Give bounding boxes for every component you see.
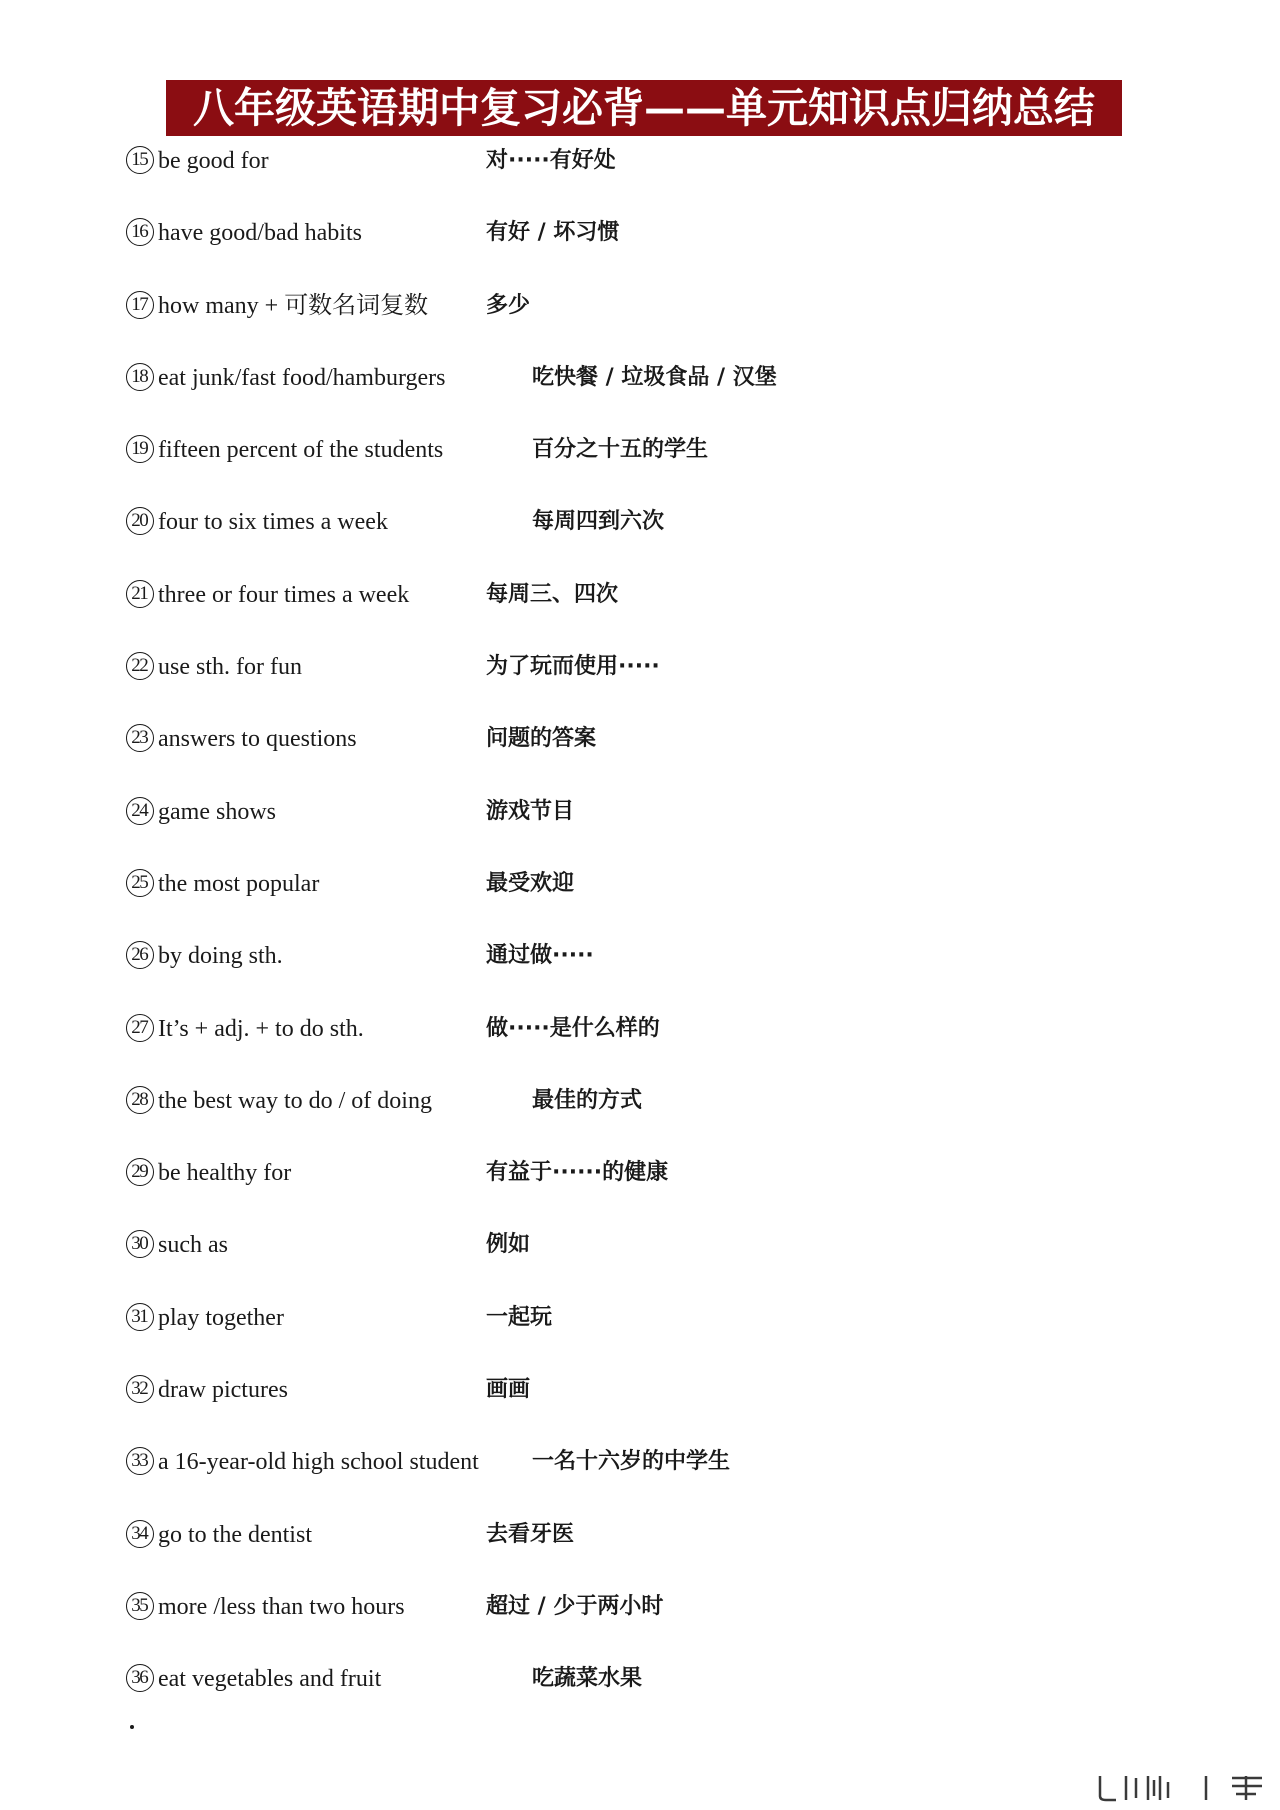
english-phrase: how many + 可数名词复数	[158, 292, 429, 319]
item-number: 36	[126, 1664, 154, 1692]
chinese-meaning: 每周三、四次	[486, 581, 619, 607]
chinese-meaning: 吃快餐 / 垃圾食品 / 汉堡	[532, 364, 777, 390]
english-phrase: the best way to do / of doing	[158, 1087, 432, 1114]
item-number: 28	[126, 1086, 154, 1114]
phrase-row	[126, 1367, 1126, 1439]
chinese-meaning: 有益于······的健康	[486, 1160, 669, 1186]
item-number: 23	[126, 724, 154, 752]
chinese-meaning: 每周四到六次	[532, 509, 665, 535]
item-number: 15	[126, 146, 154, 174]
chinese-meaning: 一名十六岁的中学生	[532, 1449, 731, 1475]
phrase-row	[126, 716, 1126, 788]
phrase-row	[126, 933, 1126, 1005]
english-phrase: a 16-year-old high school student	[158, 1449, 479, 1476]
phrase-row	[126, 1656, 1126, 1728]
watermark-icon	[1096, 1772, 1266, 1802]
phrase-row	[126, 499, 1126, 571]
item-number: 22	[126, 652, 154, 680]
item-number: 27	[126, 1014, 154, 1042]
chinese-meaning: 问题的答案	[486, 726, 597, 752]
phrase-row	[126, 644, 1126, 716]
chinese-meaning: 画画	[486, 1377, 531, 1403]
phrase-row	[126, 1006, 1126, 1078]
item-number: 32	[126, 1375, 154, 1403]
phrase-row	[126, 1512, 1126, 1584]
english-phrase: eat vegetables and fruit	[158, 1666, 382, 1693]
chinese-meaning: 最佳的方式	[532, 1087, 643, 1113]
chinese-meaning: 例如	[486, 1232, 531, 1258]
item-number: 30	[126, 1230, 154, 1258]
item-number: 20	[126, 507, 154, 535]
phrase-row	[126, 789, 1126, 861]
phrase-row	[126, 572, 1126, 644]
phrase-row	[126, 1078, 1126, 1150]
english-phrase: have good/bad habits	[158, 220, 362, 247]
english-phrase: be healthy for	[158, 1160, 292, 1187]
english-phrase: game shows	[158, 798, 276, 825]
english-phrase: such as	[158, 1232, 228, 1259]
phrase-row	[126, 861, 1126, 933]
chinese-meaning: 吃蔬菜水果	[532, 1666, 643, 1692]
english-phrase: draw pictures	[158, 1377, 288, 1404]
item-number: 33	[126, 1447, 154, 1475]
english-phrase: play together	[158, 1304, 284, 1331]
english-phrase: four to six times a week	[158, 509, 388, 536]
english-phrase: more /less than two hours	[158, 1593, 405, 1620]
chinese-meaning: 通过做·····	[486, 943, 594, 969]
english-phrase: by doing sth.	[158, 943, 283, 970]
chinese-meaning: 最受欢迎	[486, 870, 575, 896]
chinese-meaning: 百分之十五的学生	[532, 437, 709, 463]
english-phrase: fifteen percent of the students	[158, 437, 444, 464]
chinese-meaning: 超过 / 少于两小时	[486, 1593, 664, 1619]
stray-dot	[130, 1725, 134, 1729]
phrase-row	[126, 1439, 1126, 1511]
chinese-meaning: 对·····有好处	[486, 148, 616, 173]
item-number: 35	[126, 1592, 154, 1620]
item-number: 21	[126, 580, 154, 608]
chinese-meaning: 去看牙医	[486, 1521, 575, 1547]
page-title: 八年级英语期中复习必背——单元知识点归纳总结	[166, 80, 1122, 136]
item-number: 16	[126, 218, 154, 246]
item-number: 25	[126, 869, 154, 897]
english-phrase: eat junk/fast food/hamburgers	[158, 364, 446, 391]
chinese-meaning: 为了玩而使用·····	[486, 654, 660, 680]
english-phrase: It’s + adj. + to do sth.	[158, 1015, 364, 1042]
phrase-row	[126, 210, 1126, 282]
chinese-meaning: 多少	[486, 292, 531, 318]
phrase-row	[126, 283, 1126, 355]
phrase-row	[126, 1584, 1126, 1656]
item-number: 18	[126, 363, 154, 391]
chinese-meaning: 有好 / 坏习惯	[486, 220, 620, 246]
item-number: 24	[126, 797, 154, 825]
phrase-row	[126, 138, 1126, 210]
english-phrase: be good for	[158, 148, 269, 174]
phrase-row	[126, 1150, 1126, 1222]
item-number: 34	[126, 1520, 154, 1548]
phrase-row	[126, 1222, 1126, 1294]
phrase-row	[126, 355, 1126, 427]
phrase-list	[126, 138, 1126, 1729]
item-number: 26	[126, 941, 154, 969]
phrase-row	[126, 427, 1126, 499]
phrase-row	[126, 1295, 1126, 1367]
item-number: 29	[126, 1158, 154, 1186]
item-number: 17	[126, 291, 154, 319]
english-phrase: answers to questions	[158, 726, 357, 753]
chinese-meaning: 一起玩	[486, 1304, 553, 1330]
chinese-meaning: 游戏节目	[486, 798, 575, 824]
english-phrase: go to the dentist	[158, 1521, 312, 1548]
english-phrase: use sth. for fun	[158, 654, 302, 681]
item-number: 31	[126, 1303, 154, 1331]
english-phrase: three or four times a week	[158, 581, 410, 608]
item-number: 19	[126, 435, 154, 463]
chinese-meaning: 做·····是什么样的	[486, 1015, 660, 1041]
english-phrase: the most popular	[158, 870, 320, 897]
